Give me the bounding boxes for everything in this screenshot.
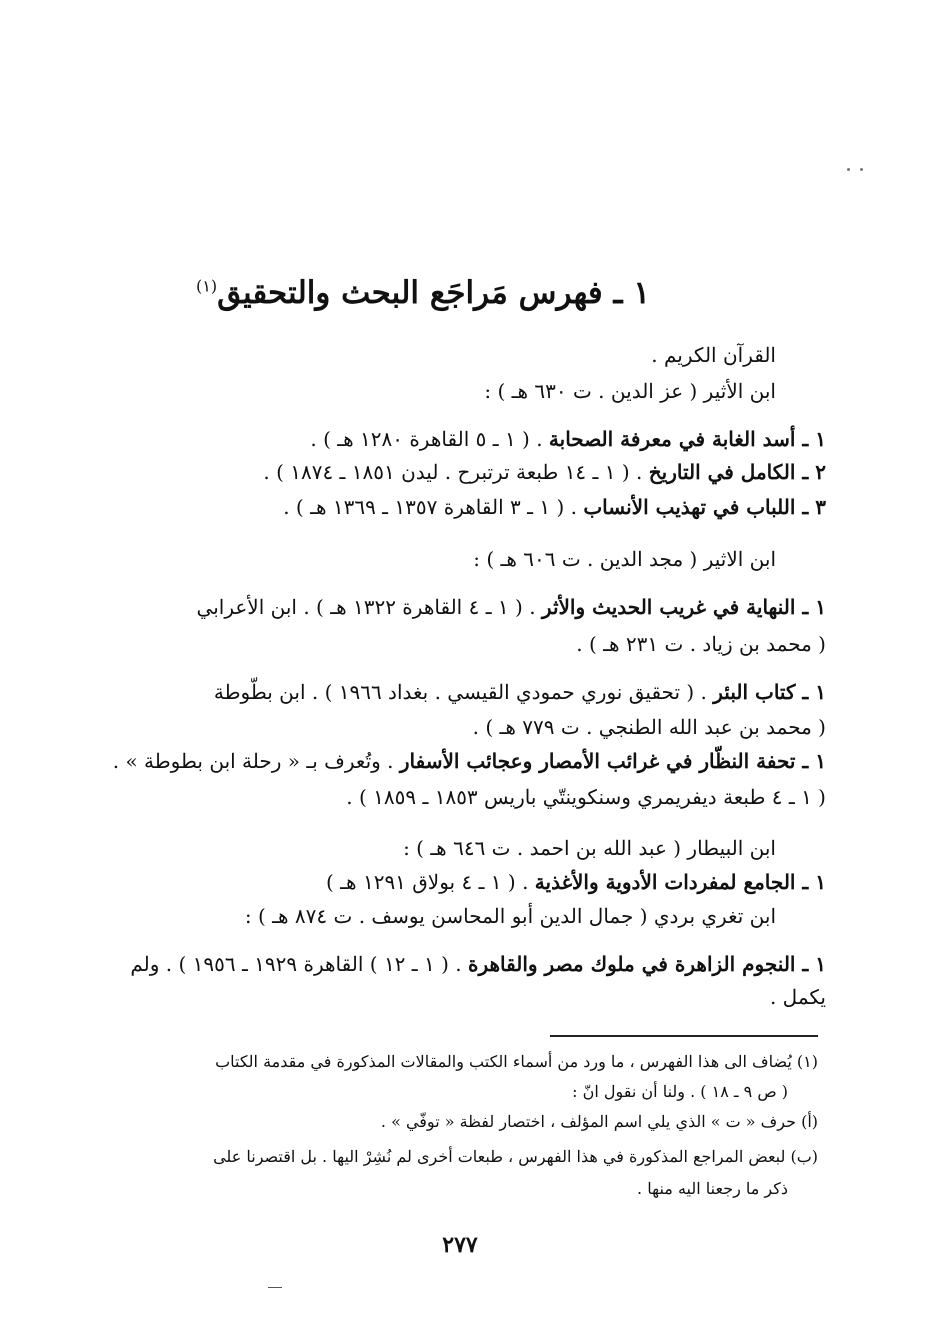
line-text: . ( ١ ـ ٣ القاهرة ١٣٥٧ ـ ١٣٦٩ هـ ) .	[283, 495, 584, 519]
book-title: ١ ـ النجوم الزاهرة في ملوك مصر والقاهرة	[467, 952, 826, 976]
page-title	[196, 275, 650, 311]
line-entry-tuhfat-al-nuzzar	[113, 747, 826, 775]
footnote-text: (ب) لبعض المراجع المذكورة في هذا الفهرس ، طبعات أخرى لم نُشِرْ اليها . بل اقتصرنا على	[213, 1147, 818, 1166]
line-author-ibn-arabi	[576, 630, 826, 658]
footnote-1-cont	[572, 1080, 788, 1104]
line-text: يكمل .	[769, 985, 826, 1009]
footnote-separator	[550, 1035, 818, 1037]
scan-speck	[860, 168, 863, 171]
footnote-b-cont	[637, 1177, 788, 1201]
line-author-ibn-baytar	[403, 834, 776, 862]
line-quran	[651, 341, 776, 369]
line-text: . ( ١ ـ ٤ بولاق ١٢٩١ هـ )	[326, 870, 535, 894]
book-title: ٢ ـ الكامل في التاريخ	[648, 460, 826, 484]
line-author-ibn-athir-majd	[473, 545, 776, 573]
footnote-1	[215, 1050, 818, 1074]
title-footnote-mark: (١)	[196, 276, 218, 296]
line-text: . ( ١ ـ ٤ القاهرة ١٣٢٢ هـ ) . ابن الأعرابي	[196, 595, 542, 619]
page-title-text: ١ ـ فهرس مَراجَع البحث والتحقيق	[217, 275, 650, 311]
page-number: ٢٧٧	[442, 1232, 478, 1258]
line-entry-tuhfat-edition	[346, 783, 826, 811]
line-text: القرآن الكريم .	[651, 343, 776, 367]
line-entry-al-nujum-cont	[770, 983, 826, 1011]
footnote-text: (١) يُضاف الى هذا الفهرس ، ما ورد من أسماء الكتب والمقالات المذكورة في مقدمة الكتاب	[215, 1052, 818, 1071]
line-entry-al-lubab	[283, 493, 826, 521]
footnote-text: ذكر ما رجعنا اليه منها .	[637, 1179, 788, 1198]
scan-speck	[847, 168, 850, 171]
scan-mark	[268, 1287, 282, 1288]
line-text: ( ١ ـ ٤ طبعة ديفريمري وسنكوينتّي باريس ١٨٥٣ ـ ١٨٥٩ ) .	[346, 785, 826, 809]
line-text: . وتُعرف بـ « رحلة ابن بطوطة » .	[112, 749, 400, 773]
footnote-text: (أ) حرف « ت » الذي يلي اسم المؤلف ، اختصار لفظة « توفّي » .	[380, 1112, 818, 1131]
line-text: . ( ١ ـ ١٢ ) القاهرة ١٩٢٩ ـ ١٩٥٦ ) . ولم	[130, 952, 468, 976]
line-text: . ( ١ ـ ١٤ طبعة ترتبرح . ليدن ١٨٥١ ـ ١٨٧٤ ) .	[263, 460, 649, 484]
line-text: ( محمد بن زياد . ت ٢٣١ هـ ) .	[576, 632, 826, 656]
line-text: ( محمد بن عبد الله الطنجي . ت ٧٧٩ هـ ) .	[472, 715, 826, 739]
footnote-a	[381, 1110, 818, 1134]
line-text: ابن الأثير ( عز الدين . ت ٦٣٠ هـ ) :	[484, 379, 776, 403]
footnote-b	[213, 1145, 818, 1169]
book-title: ١ ـ كتاب البئر	[713, 680, 826, 704]
line-text: . ( ١ ـ ٥ القاهرة ١٢٨٠ هـ ) .	[310, 427, 549, 451]
line-entry-al-jami	[326, 868, 826, 896]
line-entry-al-nujum	[130, 950, 826, 978]
book-title: ٣ ـ اللباب في تهذيب الأنساب	[583, 495, 826, 519]
book-title: ١ ـ أسد الغابة في معرفة الصحابة	[548, 427, 826, 451]
line-author-ibn-taghri-birdi	[245, 902, 776, 930]
line-entry-al-kamil	[263, 458, 826, 486]
line-text: ابن الاثير ( مجد الدين . ت ٦٠٦ هـ ) :	[473, 547, 776, 571]
line-text: ابن تغري بردي ( جمال الدين أبو المحاسن يوسف . ت ٨٧٤ هـ ) :	[244, 904, 776, 928]
line-entry-usd-al-ghaba	[310, 425, 826, 453]
line-text: ابن البيطار ( عبد الله بن احمد . ت ٦٤٦ هـ ) :	[403, 836, 776, 860]
book-title: ١ ـ تحفة النظّار في غرائب الأمصار وعجائب الأسفار	[399, 749, 826, 773]
book-title: ١ ـ الجامع لمفردات الأدوية والأغذية	[534, 870, 826, 894]
line-author-ibn-athir-izz	[484, 377, 776, 405]
line-text: . ( تحقيق نوري حمودي القيسي . بغداد ١٩٦٦ ) . ابن بطّوطة	[213, 680, 714, 704]
line-entry-al-nihaya	[197, 593, 826, 621]
line-author-ibn-battuta	[473, 713, 826, 741]
footnote-text: ( ص ٩ ـ ١٨ ) . ولنا أن نقول انّ :	[572, 1082, 788, 1101]
line-entry-kitab-al-bir	[214, 678, 826, 706]
book-title: ١ ـ النهاية في غريب الحديث والأثر	[541, 595, 826, 619]
